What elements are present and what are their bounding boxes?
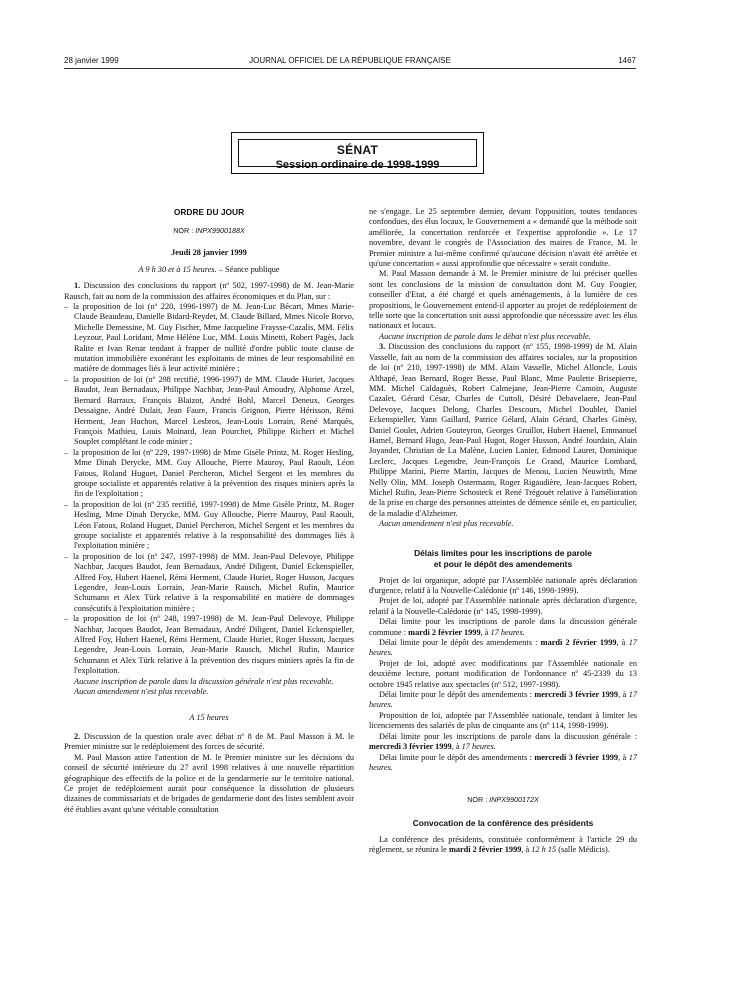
no-amendment-notice-2: Aucun amendement n'est plus recevable. — [379, 519, 514, 529]
session-type: – Séance publique — [216, 264, 280, 274]
deadline-sep: , à — [618, 690, 629, 700]
proposal-text: la proposition de loi (nº 247, 1997-1998) de MM. Jean-Paul Delevoye, Philippe Nachbar, Jacques Baudot, Jean Bernadaux, André Diligent, Daniel Eckenspieller, Alfred Foy, Hubert Haenel, Rémi Herment, Claude Huriet, Roger Husson, Jacques Legendre, Jean-Louis Lorrain, Jean-Marie Rausch, Michel Rufin, Maurice Schumann et Alex Türk relative à la responsabilité en matière de dommages consécutifs à l'exploitation minière ; — [73, 551, 354, 613]
conference-date: mardi 2 février 1999 — [448, 845, 522, 855]
item-2-number: 2. — [74, 731, 81, 741]
proposal-item: – la proposition de loi (nº 220, 1996-1997) de M. Jean-Luc Bécart, Mmes Marie-Claude Beaudeau, Danielle Bidard-Reydet, M. Claude Billard, Mmes Nicole Borvo, Michelle Demessine, M. Guy Fischer, Mme Jacqueline Fraysse-Cazalis, MM. Félix Leyzour, Paul Loridant, Mme Hélène Luc, MM. Louis Minetti, Robert Pagès, Jack Ralite et Ivan Renar tendant à frapper de nullité d'ordre public toute clause de mutation immobilière exonérant les exploitants de mines de leur responsabilité en matière de dommages liés à leur activité minière ; — [64, 302, 354, 374]
conference-heading: Convocation de la conférence des présidents — [412, 817, 594, 828]
conference-time: 12 h 15 — [531, 845, 557, 855]
session-subtitle: Session ordinaire de 1998-1999 — [275, 159, 440, 171]
deadline-date: mercredi 3 février 1999 — [534, 752, 619, 762]
deadline-sep: , à — [616, 638, 629, 648]
nor-reference-2 — [369, 795, 637, 805]
item-3-number: 3. — [379, 342, 386, 352]
left-column — [64, 207, 354, 815]
ordre-du-jour-heading: ORDRE DU JOUR — [173, 207, 245, 217]
proposal-text: la proposition de loi (nº 298 rectifié, 1996-1997) de MM. Claude Huriet, Jacques Baudot, Jean Bernadaux, Philippe Nachbar, Jean-Paul Amoudry, Alphonse Arzel, Bernard Barraux, François Blaizot, André Bohl, Marcel Deneux, Georges Dessaigne, André Dulait, Jean Faure, Francis Grignon, Pierre Hérisson, Rémi Herment, Jean Huchon, Marcel Lesbros, Jean-Louis Lorrain, René Marquès, François Mathieu, Louis Moinard, Jean Pourchet, Philippe Richert et Michel Souplet complétant le code minier ; — [73, 374, 354, 447]
deadline-date: mercredi 3 février 1999 — [534, 690, 619, 700]
item-1-number: 1. — [74, 281, 81, 291]
header-rule — [64, 68, 636, 69]
deadline-time: 17 heures. — [369, 752, 637, 772]
item-2-body: M. Paul Masson attire l'attention de M. le Premier ministre sur les décisions du conseil de sécurité intérieure du 27 avril 1998 relatives à une nouvelle répartition géographique des effectifs de la police et de la gendarmerie sur le territoire national. Ce projet de redéploiement aurait pour conséquence la dissolution de plusieurs dizaines de commissariats et de brigades de gendarmerie dont des listes semblent avoir été établies avant qu'une véritable consultation — [64, 752, 354, 814]
proposal-text: la proposition de loi (nº 220, 1996-1997) de M. Jean-Luc Bécart, Mmes Marie-Claude Beaudeau, Danielle Bidard-Reydet, M. Claude Billard, Mmes Nicole Borvo, Michelle Demessine, M. Guy Fischer, Mme Jacqueline Fraysse-Cazalis, MM. Félix Leyzour, Paul Loridant, Mme Hélène Luc, MM. Louis Minetti, Robert Pagès, Jack Ralite et Ivan Renar tendant à frapper de nullité d'ordre public toute clause de mutation immobilière exonérant les exploitants de mines de leur responsabilité en matière de dommages liés à leur activité minière ; — [73, 302, 354, 374]
no-speaker-notice: Aucune inscription de parole dans la discussion générale n'est plus recevable. — [74, 676, 334, 686]
question-continuation: ne s'engage. Le 25 septembre dernier, devant l'opposition, toutes tendances confondues, des élus locaux, le Gouvernement a « demandé que la méthode soit améliorée, la concertation renforcée et l'expertise approfondie ». Le 17 novembre, devant le congrès de l'Association des maires de France, M. le Premier ministre a lui-même confirmé qu'aucune décision n'avait été arrêtée et qu'une concertation « aussi approfondie que nécessaire » serait conduite. — [369, 207, 637, 269]
bill-organic-caledonia: Projet de loi organique, adopté par l'Assemblée nationale après déclaration d'urgence, relatif à la Nouvelle-Calédonie (nº 146, 1998-1999). — [369, 575, 637, 595]
agenda-item-1 — [64, 281, 354, 302]
right-column — [369, 207, 637, 856]
no-amendment-notice: Aucun amendement n'est plus recevable. — [74, 687, 209, 697]
conference-room: (salle Médicis). — [556, 845, 610, 855]
deadline-3 — [369, 690, 637, 711]
conference-notice — [369, 835, 637, 856]
agenda-item-3 — [369, 342, 637, 519]
agenda-item-2 — [64, 732, 354, 753]
deadlines-heading-1: Délais limites pour les inscriptions de parole — [414, 547, 592, 558]
deadline-sep: , à — [451, 742, 462, 752]
conference-text: La conférence des présidents, constituée conformément à l'article 29 du règlement, se réunira le — [369, 834, 637, 855]
page-number: 1467 — [618, 56, 636, 65]
deadline-label: Délai limite pour les inscriptions de parole dans la discussion générale : — [379, 731, 637, 741]
nor-code: INPX9900172X — [489, 795, 539, 805]
title-box-inner — [238, 139, 477, 171]
proposal-item: – la proposition de loi (nº 247, 1997-1998) de MM. Jean-Paul Delevoye, Philippe Nachbar, Jacques Baudot, Jean Bernadaux, André Diligent, Daniel Eckenspieller, Alfred Foy, Hubert Haenel, Rémi Herment, Claude Huriet, Roger Husson, Jacques Legendre, Jean-Louis Lorrain, Jean-Marie Rausch, Michel Rufin, Maurice Schumann et Alex Türk relative à la responsabilité en matière de dommages consécutifs à l'exploitation minière ; — [64, 551, 354, 613]
nor-code: INPX9900188X — [195, 226, 245, 235]
deadline-time: 17 heures. — [461, 742, 496, 752]
item-2-text: Discussion de la question orale avec débat nº 8 de M. Paul Masson à M. le Premier ministre sur le redéploiement des forces de sécurité. — [64, 731, 354, 752]
item-1-text: Discussion des conclusions du rapport (nº 502, 1997-1998) de M. Jean-Marie Rausch, fait au nom de la commission des affaires économiques et du Plan, sur : — [64, 281, 354, 301]
session-day: Jeudi 28 janvier 1999 — [171, 248, 247, 258]
title-box — [231, 132, 484, 174]
proposal-item: – la proposition de loi (nº 298 rectifié, 1996-1997) de MM. Claude Huriet, Jacques Baudot, Jean Bernadaux, Philippe Nachbar, Jean-Paul Amoudry, Alphonse Arzel, Bernard Barraux, François Blaizot, André Bohl, Marcel Deneux, Georges Dessaigne, André Dulait, Jean Faure, Francis Grignon, Pierre Hérisson, Rémi Herment, Jean Huchon, Marcel Lesbros, Jean-Louis Lorrain, René Marquès, François Mathieu, Louis Moinard, Jean Pourchet, Philippe Richert et Michel Souplet complétant le code minier ; — [64, 374, 354, 447]
bill-spectacles: Projet de loi, adopté avec modifications par l'Assemblée nationale en deuxième lecture, portant modification de l'ordonnance nº 45-2339 du 13 octobre 1945 relative aux spectacles (nº 512, 1997-1998). — [369, 658, 637, 689]
proposal-text: la proposition de loi (nº 248, 1997-1998) de M. Jean-Paul Delevoye, Philippe Nachbar, Jacques Baudot, Jean Bernadaux, André Diligent, Daniel Eckenspieller, Alfred Foy, Hubert Haenel, Rémi Herment, Claude Huriet, Roger Husson, Jacques Legendre, Jean-Louis Lorrain, Jean-Marie Rausch, Michel Rufin, Maurice Schumann et Alex Türk relative à la prévention des risques miniers après la fin de l'exploitation. — [73, 614, 354, 676]
deadline-1 — [369, 617, 637, 638]
bill-caledonia: Projet de loi, adopté par l'Assemblée nationale après déclaration d'urgence, relatif à la Nouvelle-Calédonie (nº 145, 1998-1999). — [369, 596, 637, 616]
deadline-label: Délai limite pour les inscriptions de parole dans la discussion générale commune : — [369, 617, 637, 637]
afternoon-time: A 15 heures — [189, 713, 229, 723]
proposal-text: la proposition de loi (nº 235 rectifié, 1997-1998) de Mme Gisèle Printz, M. Roger Hesling, Mme Dinah Derycke, MM. Guy Allouche, Pierre Mauroy, Paul Raoult, Léon Fatous, Roland Huguet, Daniel Percheron, Michel Sergent et les membres du groupe socialiste et apparentés relative à la responsabilité des dommages liés à l'exploitation minière ; — [73, 499, 354, 551]
deadline-label: Délai limite pour le dépôt des amendements : — [379, 638, 541, 648]
nor-label: NOR : — [467, 795, 488, 805]
header-date: 28 janvier 1999 — [64, 56, 119, 65]
nor-reference — [64, 226, 354, 236]
senat-title: SÉNAT — [336, 143, 379, 157]
deadline-date: mercredi 3 février 1999 — [369, 742, 452, 752]
deadline-label: Délai limite pour le dépôt des amendements : — [379, 752, 535, 762]
masson-request: M. Paul Masson demande à M. le Premier ministre de lui préciser quelles sont les conclusions de la mission de consultation dont M. Guy Fougier, conseiller d'Etat, a été chargé et quels aménagements, à la lumière de ces propositions, le Gouvernement entend-il apporter au projet de redéploiement de telle sorte que la concertation soit aussi approfondie que nécessaire avec les élus nationaux et locaux. — [369, 269, 637, 331]
no-speaker-debate-notice: Aucune inscription de parole dans le débat n'est plus recevable. — [379, 331, 591, 341]
deadline-label: Délai limite pour le dépôt des amendements : — [379, 690, 535, 700]
deadline-date: mardi 2 février 1999 — [408, 627, 481, 637]
nor-label: NOR : — [173, 226, 194, 235]
deadlines-heading-2: et pour le dépôt des amendements — [433, 558, 573, 569]
proposal-item: – la proposition de loi (nº 248, 1997-1998) de M. Jean-Paul Delevoye, Philippe Nachbar, Jacques Baudot, Jean Bernadaux, André Diligent, Daniel Eckenspieller, Alfred Foy, Hubert Haenel, Rémi Herment, Claude Huriet, Roger Husson, Jacques Legendre, Jean-Louis Lorrain, Jean-Marie Rausch, Michel Rufin, Maurice Schumann et Alex Türk relative à la prévention des risques miniers après la fin de l'exploitation. — [64, 614, 354, 676]
bill-layoffs: Proposition de loi, adoptée par l'Assemblée nationale, tendant à limiter les licenciements des salariés de plus de cinquante ans (nº 114, 1998-1999). — [369, 710, 637, 731]
running-header — [64, 56, 636, 66]
proposal-item: – la proposition de loi (nº 229, 1997-1998) de Mme Gisèle Printz, M. Roger Hesling, Mme Dinah Derycke, MM. Guy Allouche, Pierre Mauroy, Paul Raoult, Léon Fatous, Roland Huguet, Daniel Percheron, Michel Sergent et les membres du groupe socialiste et apparentés relative à la prévention des risques miniers après la fin de l'exploitation ; — [64, 447, 354, 499]
session-time-line — [64, 265, 354, 275]
proposal-text: la proposition de loi (nº 229, 1997-1998) de Mme Gisèle Printz, M. Roger Hesling, Mme Dinah Derycke, MM. Guy Allouche, Pierre Mauroy, Paul Raoult, Léon Fatous, Roland Huguet, Daniel Percheron, Michel Sergent et les membres du groupe socialiste et apparentés relative à la prévention des risques miniers après la fin de l'exploitation ; — [73, 447, 354, 499]
deadline-time: 17 heures. — [369, 690, 637, 710]
proposal-item: – la proposition de loi (nº 235 rectifié, 1997-1998) de Mme Gisèle Printz, M. Roger Hesling, Mme Dinah Derycke, MM. Guy Allouche, Pierre Mauroy, Paul Raoult, Léon Fatous, Roland Huguet, Daniel Percheron, Michel Sergent et les membres du groupe socialiste et apparentés relative à la responsabilité des dommages liés à l'exploitation minière ; — [64, 499, 354, 551]
deadline-sep: , à — [480, 627, 491, 637]
deadline-5 — [369, 753, 637, 774]
deadline-time: 17 heures. — [369, 638, 637, 658]
conference-sep: , à — [521, 845, 532, 855]
deadline-sep: , à — [618, 752, 629, 762]
journal-title: JOURNAL OFFICIEL DE LA RÉPUBLIQUE FRANÇAISE — [249, 56, 451, 65]
deadline-date: mardi 2 février 1999 — [540, 638, 617, 648]
session-time: A 9 h 30 et à 15 heures. — [138, 264, 217, 274]
deadline-time: 17 heures. — [490, 627, 525, 637]
deadline-2 — [369, 638, 637, 659]
deadline-4 — [369, 732, 637, 753]
item-3-text: Discussion des conclusions du rapport (nº 155, 1998-1999) de M. Alain Vasselle, fait au nom de la commission des affaires sociales, sur la proposition de loi (nº 210, 1997-1998) de MM. Alain Vasselle, Michel Alloncle, Louis Althapé, Jean Bernard, Roger Besse, Paul Blanc, Mme Paulette Brisepierre, MM. Michel Caldaguès, Robert Calmejane, Jean-Pierre Camoin, Auguste Cazalet, Gérard César, Charles de Cuttoli, Désiré Debavelaere, Jean-Paul Delevoye, Jacques Delong, Charles Descours, Michel Doublet, Daniel Eckenspieller, Yann Gaillard, Patrice Gélard, Alain Gérard, Charles Ginésy, Daniel Goulet, Adrien Gouteyron, Georges Gruillot, Hubert Haenel, Emmanuel Hamel, Bernard Hugo, Jean-Paul Hugot, Roger Husson, André Jourdain, Alain Joyandet, Christian de La Malène, Lucien Lanier, Edmond Lauret, Dominique Leclerc, Jacques Legendre, Jean-François Le Grand, Maurice Lombard, Philippe Marini, Pierre Martin, Jacques de Menou, Lucien Neuwirth, Mme Nelly Olin, MM. Joseph Ostermann, Roger Rigaudière, Jean-Jacques Robert, Michel Rufin, Jean-Pierre Schosteck et René Trégouët relative à l'amélioration de la prise en charge des personnes atteintes de démence sénile et, en particulier, de la maladie d'Alzheimer. — [369, 342, 637, 518]
